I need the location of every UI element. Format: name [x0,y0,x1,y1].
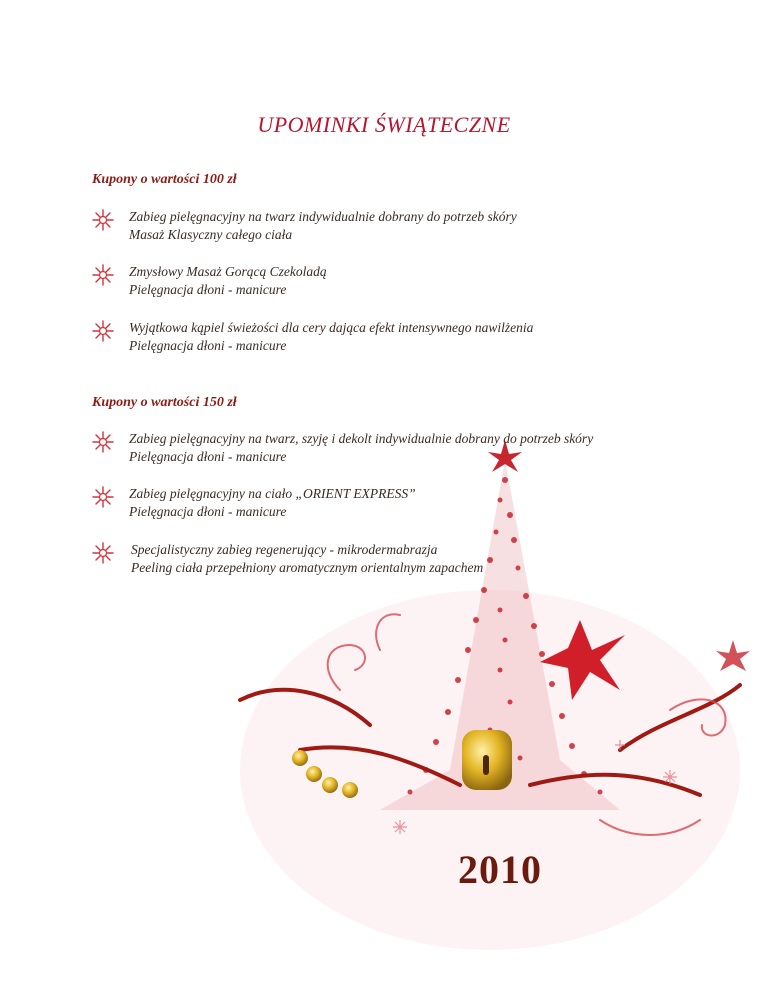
item-line: Zabieg pielęgnacyjny na twarz, szyję i dekolt indywidualnie dobrany do potrzeb skóry [129,431,594,446]
item-line: Zabieg pielęgnacyjny na twarz indywidualnie dobrany do potrzeb skóry [129,209,517,224]
star-bullet-icon [92,431,114,453]
year-label: 2010 [458,847,542,892]
item-line: Specjalistyczny zabieg regenerujący - mikrodermabrazja [131,542,438,557]
item-line: Zmysłowy Masaż Gorącą Czekoladą [129,264,327,279]
item-line: Wyjątkowa kąpiel świeżości dla cery dająca efekt intensywnego nawilżenia [129,320,534,335]
item-line: Masaż Klasyczny całego ciała [129,227,293,242]
item-line: Zabieg pielęgnacyjny na ciało „ORIENT EXPRESS” [129,486,416,501]
item-line: Pielęgnacja dłoni - manicure [129,282,287,297]
star-bullet-icon [92,264,114,286]
item-line: Peeling ciała przepełniony aromatycznym orientalnym zapachem [131,560,484,575]
star-bullet-icon [92,209,114,231]
page-title: UPOMINKI ŚWIĄTECZNE [257,112,511,137]
section-heading-100: Kupony o wartości 100 zł [92,172,237,187]
item-line: Pielęgnacja dłoni - manicure [129,338,287,353]
star-bullet-icon [92,320,114,342]
star-bullet-icon [92,486,114,508]
section-heading-150: Kupony o wartości 150 zł [92,395,237,410]
item-line: Pielęgnacja dłoni - manicure [129,504,287,519]
item-line: Pielęgnacja dłoni - manicure [129,449,287,464]
star-bullet-icon [92,542,114,564]
